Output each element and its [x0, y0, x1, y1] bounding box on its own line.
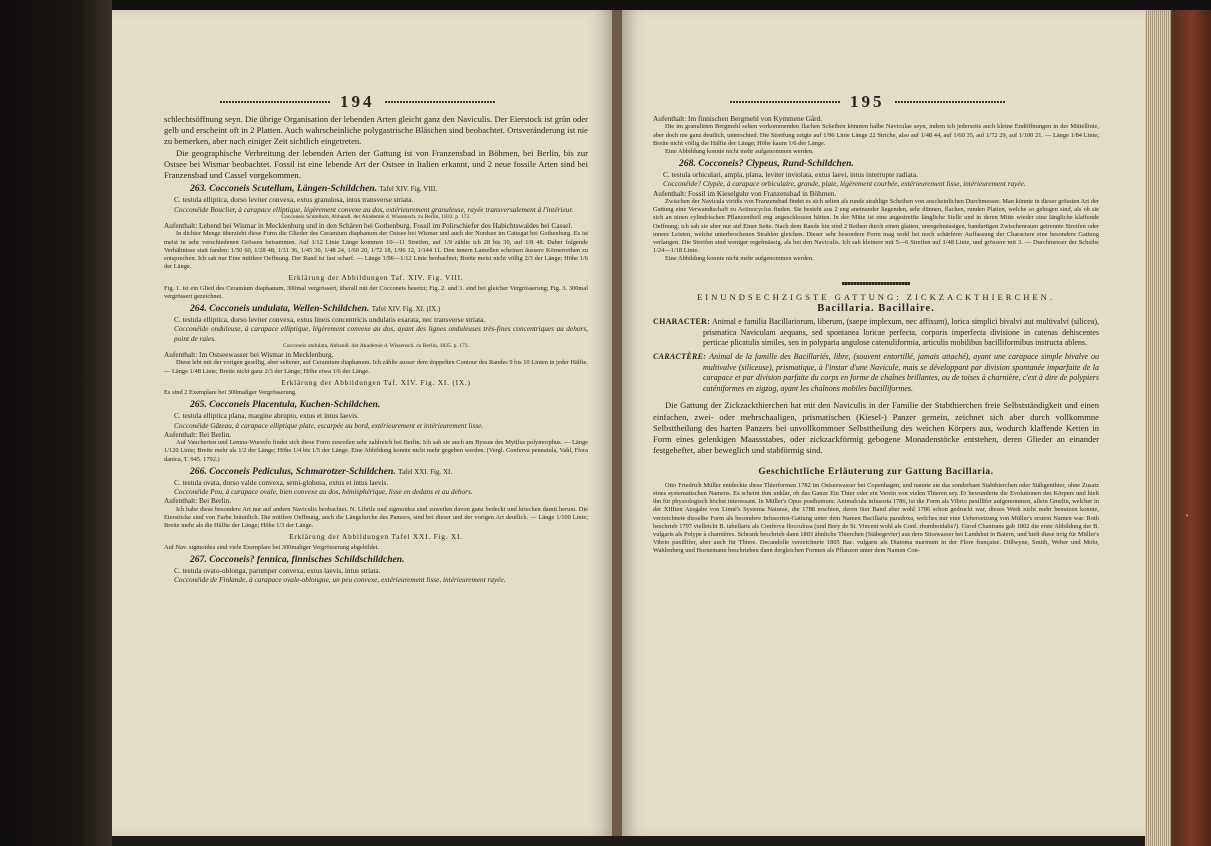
species-heading: 266. Cocconeis Pediculus, Schmarotzer-Schildchen. Tafel XXI. Fig. XI. — [190, 465, 453, 477]
species-body: In dichter Menge überzieht diese Form die Glieder des Ceramium diaphanum der Ostsee bei Wismar und auch der Nordsee im Cattegat bei Gothenburg. Es ist meist in sehr verschiedenen Grössen beisammen. Auf 1/12 Linie Länge kommen 10—11 Streifen, auf 1/9 zählte ich 28 bis 30, auf 1/8 48. Daher folgende Verhältnisse statt fanden: 1/50 60, 1/28 48, 1/31 36, 1/45 30, 1/48 24, 1/60 20, 1/72 18, 1/96 12, 1/144 11. Den innern Lamellen scheinen äussere Körnerreihen zu entsprechen. Ich sah nur Eine mittlere Oeffnung. Der Rand ist fast scharf. — Länge 1/96—1/12 Linie beobachtet; Breite meist nicht völlig 2/3 der Länge; Höhe 1/6 der Länge. — [164, 230, 588, 271]
latin-diagnosis: C. testula elliptica, dorso leviter convexa, extus granulosa, intus transverse striata. — [174, 195, 414, 205]
latin-diagnosis: C. testula ovato-oblonga, parumper convexa, extus laevis, intus striata. — [174, 565, 381, 575]
species-heading: 263. Cocconeis Scutellum, Längen-Schildchen. Tafel XIV. Fig. VIII. — [190, 183, 438, 195]
citation: Cocconeis Scutellum, Abhandl. der Akademie d. Wissensch. zu Berlin, 1833. p. 173. — [281, 213, 471, 220]
page-number: 194 — [340, 92, 375, 111]
latin-diagnosis: C. testula ovata, dorso valde convexa, semi-globosa, extus et intus laevis. — [174, 477, 389, 487]
scan-top-border — [0, 0, 1211, 10]
right-page — [622, 10, 1145, 836]
french-diagnosis: Cocconéide? Clypée, à carapace orbiculaire, grande, plate, légèrement courbée, extérieurement lisse, intérieurement rayée. — [663, 179, 1026, 189]
explanation-title: Erklärung der Abbildungen Taf. XIV. Fig. XI. (IX.) — [281, 377, 471, 387]
species-body: Ich habe diese besondere Art nur auf andern Naviculis beobachtet. N. Librile und sigmoidea sind zuweilen davon ganz bedeckt und kriechen damit herum. Die Eierstöcke sind von Farbe bräunlich. Die mittlere Oeffnung, auch die Längsfurche des Panzers, sind bei dieser und der vorigen Art deutlich. — Länge 1/100 Linie; Breite mehr als die Hälfte der Länge; Höhe 1/3 der Länge. — [164, 505, 588, 530]
species-body: Auf Vaucherien und Lemna-Wurzeln findet sich diese Form zuweilen sehr zahlreich bei Berlin. Ich sah sie auch am Byssus des Mytilus polymorphus. — Länge 1/120 Linie; Breite mehr als 1/2 der Länge; Höhe 1/4 bis 1/5 der Länge. Eine Abbildung konnte nicht mehr gegeben werden. (Vergl. Conferva pennatula, Vahl, Flora danica, T. 945. 1792.) — [164, 439, 588, 463]
latin-diagnosis: C. testula elliptica, dorso leviter convexa, extus lineis concentricis undulatis exarata, nec transverse striata. — [174, 315, 486, 325]
history-title: Geschichtliche Erläuterung zur Gattung Bacillaria. — [758, 467, 994, 478]
latin-diagnosis: C. testula orbiculari, ampla, plana, leviter inviolata, extus laevi, intus interrupte radiata. — [663, 170, 918, 180]
book-gutter — [612, 10, 622, 836]
character-latin: CHARACTER: Animal e familia Bacillariorum, liberum, (saepe implexum, nec affixum), lorica simplici bivalvi aut multivalvi (silicea), prismatica Naviculam aequans, sed spontanea loricae perfecta, corporis imperfecta divisione in catenas dehiscentes perticae plicatulis similes, sen in polyparia angulose catenuliformia, articulis mobilibus bacilliformibus instructa ablens. — [653, 317, 1099, 348]
genus-description: Die Gattung der Zickzackthierchen hat mit den Naviculis in der Familie der Stabthierchen freie Selbstständigkeit und einen einfachen, zwei- oder mehrschaaligen, prismatischen (Kiesel-) Panzer gemein, zeichnet sich aber durch vollkommne Selbsttheilung des harten Panzers bei unvollkommner Selbsttheilung des weichen Körpers aus, wodurch klaffende Ketten in Form eines gelenkigen Maassstabes, oder zickzackförmig gebogene Monadenstöcke entstehen, deren Glieder an einander festgeheftet, aber beweglich und stabförmig sind. — [653, 400, 1099, 456]
explanation-text: Es sind 2 Exemplare bei 300maliger Vergrösserung. — [164, 389, 297, 397]
distribution-paragraph: Die geographische Verbreitung der lebenden Arten der Gattung ist von Franzensbad in Böhmen, bei Berlin, bis zur Ostsee bei Wismar beobachtet. Fossil ist eine lebende Art der Ostsee in Italien erkannt, und 2 neue fossile Arten sind bei Franzensbad und Cassel vorgekommen. — [164, 147, 588, 181]
french-diagnosis: Cocconéide onduleuse, à carapace elliptique, légèrement convexe au dos, ayant des lignes onduleuses très-fines concentriques au dehors, point de raies. — [174, 324, 588, 343]
section-divider — [842, 282, 910, 285]
explanation-text: Fig. 1. ist ein Glied des Ceramium diaphanum, 300mal vergrössert, überall mit der Cocconeis besetzt; Fig. 2. und 3. sind bei gleicher Vergrösserung; Fig. 3. 300mal vergrössert gezeichnet. — [164, 284, 588, 300]
left-page — [112, 10, 612, 836]
habitat: Aufenthalt: Bei Berlin. — [164, 496, 232, 506]
french-diagnosis: Cocconéide Pou, à carapace ovale, bien convexe au dos, hémisphérique, lisse en dedans et au dehors. — [174, 487, 473, 497]
habitat: Aufenthalt: Im Ostseewasser bei Wismar in Mecklenburg. — [164, 350, 334, 360]
species-heading: 268. Cocconeis? Clypeus, Rund-Schildchen. — [679, 158, 854, 170]
explanation-text: Auf Nav. sigmoidea sind viele Exemplare bei 300maliger Vergrösserung abgebildet. — [164, 543, 379, 551]
book-right-edge — [1145, 10, 1211, 846]
species-body: Zwischen der Navicula viridis von Franzensbad findet es sich selten als runde strahlige Scheiben von anscheinlichen Durchmesser. Man könnte in dieser grössten Art der Gattung eine Verwandtschaft zu Actinocyclus finden. Sie besteht aus 2 eng aneinander liegenden, sehr dünnen, flachen, runden Platten, welche so gebogen sind, als ob sie sich an einen cylindrischen Pflanzentheil eng angeschlossen hätten. In der Mitte ist eine angestreifte längliche Stelle und in deren Mitte wieder eine längliche klaffende Oeffnung; ich sah sie aber nur auf Einer Seite. Nach dem Rande hin sind 2 Reihen durch einen glatten, unregelmässigen, bandartigen Zwischenraum getrennte Streifen oder innere Leisten, welche unterbrochenen Strahlen gleichen. Dieser sehr besondere Form mag wohl bei noch schärferer Auffassung der Charactere eine besondere Gattung verlangen. Die Streifen sind weniger regelmässig, als bei den Naviculis. Ich sah kleinere mit 5—6 Streifen auf 1/48 Linie, und grössere mit 3. — Durchmesser der Scheibe 1/24—1/18 Linie. — [653, 198, 1099, 255]
note: Eine Abbildung konnte nicht mehr aufgenommen werden. — [665, 255, 814, 263]
species-heading: 265. Cocconeis Placentula, Kuchen-Schildchen. — [190, 399, 381, 411]
book-left-edge — [0, 0, 112, 846]
french-diagnosis: Cocconéide Bouclier, à carapace elliptique, légèrement convexe au dos, extérieurement granuleuse, rayée transversalement à l'intérieur. — [174, 204, 574, 214]
habitat: Aufenthalt: Fossil im Kieselguhr von Franzensbad in Böhmen. — [653, 188, 837, 198]
explanation-title: Erklärung der Abbildungen Taf. XIV. Fig. VIII. — [288, 273, 464, 283]
habitat: Aufenthalt: Im finnischen Bergmehl von Kymmene Gård. — [653, 114, 823, 123]
left-column — [164, 114, 588, 584]
intro-paragraph: schlechtsöffnung seyn. Die übrige Organisation der lebenden Arten gleicht ganz den Naviculis. Der Eierstock ist grün oder gelb und erscheint oft in 2 Platten. Auch wahrscheinliche polygastrische Bläschen sind beobachtet. Ortsveränderung ist nie zu bemerken, aber nach einiger Zeit sichtlich eingetreten. — [164, 114, 588, 147]
page-stack — [1145, 10, 1171, 846]
citation: Cocconeis undulata, Abhandl. der Akademie d. Wissensch. zu Berlin, 1835. p. 173. — [283, 342, 469, 349]
character-french: CARACTÈRE: Animal de la famille des Bacillariés, libre, (souvent entortillé, jamais attaché), ayant une carapace simple bivalve ou multivalve (siliceuse), prismatique, à l'instar d'une Navicule, mais se développant par division spontanée imparfaite de la carapace et par division parfaite du corps en forme de chaînes brillantes, ou de toises à charnière, c'est à dire de polypiers caténiformes en zigzag, ayant les chaînons mobiles bacilliformes. — [653, 352, 1100, 393]
species-heading: 264. Cocconeis undulata, Wellen-Schildchen. Tafel XIV. Fig. XI. (IX.) — [190, 303, 441, 315]
habitat: Aufenthalt: Bei Berlin. — [164, 429, 232, 439]
species-heading: 267. Cocconeis? fennica, finnisches Schildschildchen. — [190, 553, 405, 565]
right-column — [653, 114, 1099, 556]
page-number: 195 — [850, 92, 885, 111]
margin-mark: • — [1186, 512, 1189, 520]
habitat: Aufenthalt: Lebend bei Wismar in Mecklenburg und in den Schären bei Gothenburg. Fossil im Polirschiefer des Habichtswaldes bei Cassel. — [164, 221, 573, 231]
species-body: Diese lebt mit der vorigen gesellig, aber seltener, auf Ceramium diaphanum. Ich zählte ausser dem doppelten Contour des Randes 9 bis 10 Linien in jeder Hälfte. — Länge 1/48 Linie; Breite nicht ganz 2/3 der Länge; Höhe etwa 1/6 der Länge. — [164, 359, 588, 375]
explanation-title: Erklärung der Abbildungen Tafel XXI. Fig. XI. — [289, 532, 463, 542]
french-diagnosis: Cocconéide de Finlande, à carapace ovale-oblongue, un peu convexe, extérieurement lisse, intérieurement rayée. — [174, 575, 506, 585]
latin-diagnosis: C. testula elliptica plana, margine abrupto, extus et intus laevis. — [174, 411, 359, 421]
species-body: Die im granulirten Bergmehl selten vorkommenden flachen Scheiben könnten halbe Naviculae seyn, indem ich jederseits auch kleine Endöffnungen in der Mittellinie, aber doch nie ganz deutlich, unterschied. Die Streifung zeigte auf 1/96 Linie Länge 22 Striche, also auf 1/48 44, auf 1/60 35, auf 1/72 29, auf 1/100 21. — Länge 1/84 Linie; Breite nicht völlig die Hälfte der Länge; Höhe kaum 1/6 der Länge. — [653, 123, 1099, 147]
history-text: Otto Friedrich Müller entdeckte diese Thierformen 1782 im Ostseewasser bei Copenhagen, und nannte sie das sonderbare Stabthierchen oder Stäbgenthier, ohne Zusatz eines systematischen Namens. Es scheint ihm unklar, ob das Ganze Ein Thier oder ein Verein von vielen Thieren sey. Er bewunderte die Evolutionen des Körpers und hielt ihn für physiologisch höchst interessant. In Müller's Opus posthumum: Animalcula infusoria 1786, ist die Form als Vibrio paxillifer aufgenommen, allein Gmelin, welcher in der XIIIten Ausgabe von Linné's Systema Naturae, die 1788 erschien, deren 6ter Band aber wohl 1786 schon gedruckt war, dieses Werk nicht mehr benutzen konnte, verzeichnete dieselbe Form als besondere Infusorien-Gattung unter dem Namen Bacillaria paradoxa, welches nur eine Uebersetzung von Müller's erstem Namen war. Roth beschrieb 1797 vielleicht B. tabellaris als Conferva flocculosa (und Bory de St. Vincent wohl als Conf. rhomboidalis?). Girod Chantrans gab 1802 die erste Abbildung der B. vulgaris als Polype à charnières. Schrank beschrieb dann 1803 ähnliche Thierchen (Stäbegevier) aus dem Süsswasser bei Landshut in Baiern, und hielt diese irrig für Müller's Vibrio paxillifer, aber auch für Thiere. Decandolle verzeichnete 1805 Bac. vulgaris als Diatoma marinum in der Flore française. Dillwyne, Smith, Weber und Mohr, Wahlenberg und Hornemann beschrieben dann dergleichen Formen als Pflanzen unter dem Namen Con- — [653, 481, 1099, 555]
french-diagnosis: Cocconéide Gâteau, à carapace elliptique plate, escarpée au bord, extérieurement et intérieurement lisse. — [174, 420, 484, 430]
genus-name: Bacillaria. Bacillaire. — [817, 302, 935, 314]
note: Eine Abbildung konnte nicht mehr aufgenommen werden. — [665, 147, 814, 155]
genus-title: EINUNDSECHZIGSTE GATTUNG: ZICKZACKTHIERCHEN. — [696, 291, 1056, 302]
